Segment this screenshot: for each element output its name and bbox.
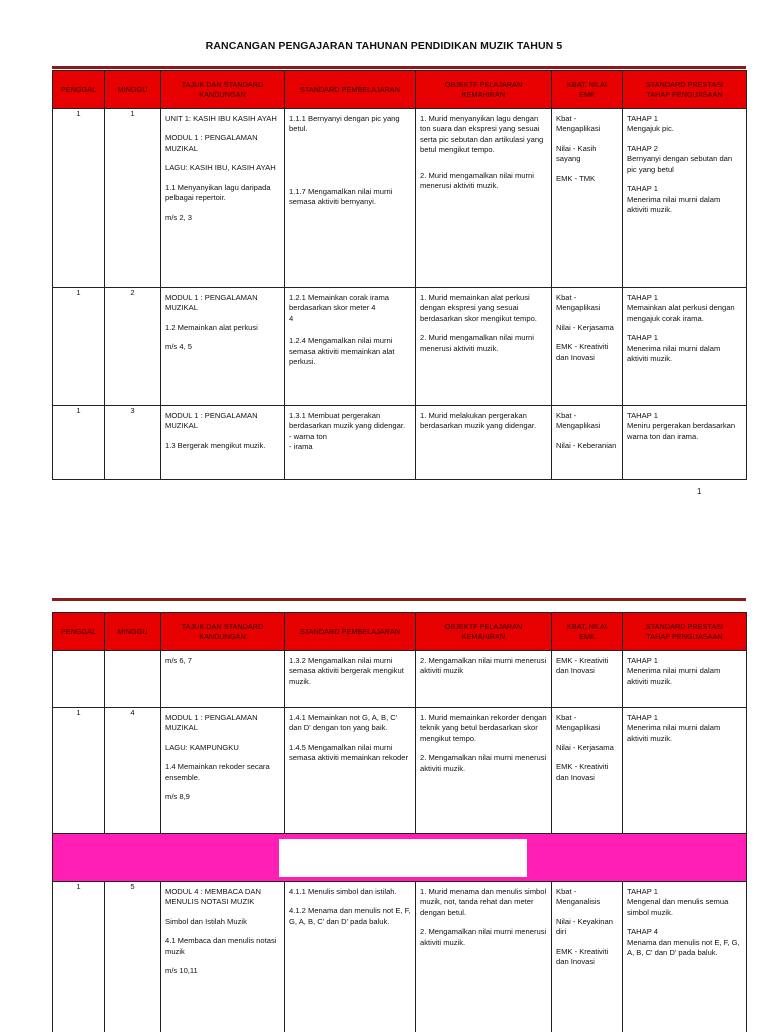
objektif-cell [416, 882, 552, 1032]
page-number: 1 [697, 487, 702, 496]
tajuk-cell [161, 882, 285, 1032]
cell-text: 4.1.2 Menama dan menulis not E, F, G, A, B, C' dan D' pada baluk. [289, 906, 411, 926]
cell-text: EMK - Kreativiti dan Inovasi [556, 762, 609, 782]
prestasi-cell [623, 406, 747, 480]
cell-text: Nilai - Kerjasama [556, 742, 614, 752]
column-header: MINGGU [105, 613, 161, 651]
tajuk-cell [161, 406, 285, 480]
cell-text: 2. Mengamalkan nilai murni menerusi aktiviti muzik [420, 656, 547, 676]
cell-text: TAHAP 1 Menerima nilai murni dalam aktiviti muzik. [627, 333, 721, 364]
minggu-cell: 2 [105, 288, 161, 406]
cell-text: EMK - TMK [556, 173, 596, 183]
cell-text: 2. Murid mengamalkan nilai murni menerusi aktiviti muzik. [420, 170, 534, 191]
objektif-cell [416, 109, 552, 288]
cell-text: 4.1.1 Menulis simbol dan istilah. [289, 887, 397, 896]
cell-text: TAHAP 1 Menerima nilai murni dalam aktiviti muzik. [627, 184, 721, 215]
cell-text: TAHAP 1 Mengenal dan menulis semua simbol muzik. [627, 887, 729, 917]
column-header: TAJUK DAN STANDARD KANDUNGAN [161, 71, 285, 109]
objektif-cell [416, 651, 552, 708]
column-header: STANDARD PEMBELAJARAN [285, 71, 416, 109]
objektif-cell [416, 288, 552, 406]
cell-text: 1. Murid menama dan menulis simbol muzik, not, tanda rehat dan meter dengan betul. [420, 887, 547, 917]
cell-text: LAGU: KAMPUNGKU [165, 742, 239, 752]
cell-text: Kbat - Menganalisis [556, 887, 601, 907]
penggal-cell: 1 [53, 288, 105, 406]
standard-cell [285, 109, 416, 288]
cell-text: 2. Mengamalkan nilai murni menerusi aktiviti muzik. [420, 753, 547, 773]
header-rule [52, 598, 746, 601]
tajuk-cell [161, 708, 285, 834]
cell-text: MODUL 4 : MEMBACA DAN MENULIS NOTASI MUZIK [165, 887, 261, 907]
cell-text: Kbat - Mengaplikasi [556, 411, 601, 431]
table-row [53, 882, 747, 1032]
prestasi-cell [623, 288, 747, 406]
cell-text: 1.2 Memainkan alat perkusi [165, 322, 258, 332]
holiday-band [53, 834, 747, 882]
cell-text: Nilai - Keyakinan diri [556, 916, 613, 937]
kbat-cell [552, 708, 623, 834]
holiday-band-cell [53, 834, 747, 882]
penggal-cell: 1 [53, 882, 105, 1032]
column-header: PENGGAL [53, 613, 105, 651]
minggu-cell: 5 [105, 882, 161, 1032]
cell-text: Nilai - Kerjasama [556, 322, 614, 332]
cell-text: Kbat - Mengaplikasi [556, 114, 601, 134]
standard-cell [285, 882, 416, 1032]
table-row [53, 109, 747, 288]
cell-text: m/s 8,9 [165, 792, 190, 802]
cell-text: LAGU: KASIH IBU, KASIH AYAH [165, 163, 276, 173]
cell-text: 1.4 Memainkan rekoder secara ensemble. [165, 762, 270, 782]
standard-cell [285, 406, 416, 480]
cell-text: TAHAP 1 Mengajuk pic. [627, 114, 674, 134]
cell-text: MODUL 1 : PENGALAMAN MUZIKAL [165, 713, 258, 733]
minggu-cell [105, 651, 161, 708]
standard-cell [285, 708, 416, 834]
header-rule [52, 66, 746, 69]
cell-text: Kbat - Mengaplikasi [556, 293, 601, 313]
penggal-cell: 1 [53, 406, 105, 480]
column-header: STANDARD PEMBELAJARAN [285, 613, 416, 651]
penggal-cell: 1 [53, 109, 105, 288]
cell-text: EMK - Kreativiti dan Inovasi [556, 946, 609, 967]
column-header: KBAT, NILAI EMK [552, 613, 623, 651]
lesson-plan-table [52, 70, 747, 480]
cell-text: 1.2.1 Memainkan corak irama berdasarkan skor meter 4 4 [289, 293, 390, 323]
column-header: MINGGU [105, 71, 161, 109]
cell-text: 2. Mengamalkan nilai murni menerusi aktiviti muzik. [420, 927, 547, 947]
cell-text: 1.1.7 Mengamalkan nilai murni semasa aktiviti bernyanyi. [289, 186, 393, 207]
column-header: PENGGAL [53, 71, 105, 109]
penggal-cell [53, 651, 105, 708]
cell-text: 1.4.1 Memainkan not G, A, B, C' dan D' dengan ton yang baik. [289, 713, 398, 733]
tajuk-cell [161, 651, 285, 708]
table-row [53, 406, 747, 480]
cell-text: m/s 2, 3 [165, 212, 193, 222]
table-row [53, 651, 747, 708]
column-header: STANDARD PRESTASI TAHAP PENGUASAAN [623, 613, 747, 651]
cell-text: MODUL 1 : PENGALAMAN MUZIKAL [165, 293, 258, 313]
cell-text: 1. Murid melakukan pergerakan berdasarkan muzik yang didengar. [420, 411, 537, 431]
cell-text: Nilai - Kasih sayang [556, 143, 597, 164]
column-header: KBAT, NILAI EMK [552, 71, 623, 109]
column-header: TAJUK DAN STANDARD KANDUNGAN [161, 613, 285, 651]
cell-text: m/s 10,11 [165, 966, 198, 976]
cell-text: 1.1.1 Bernyanyi dengan pic yang betul. [289, 114, 400, 134]
kbat-cell [552, 651, 623, 708]
kbat-cell [552, 288, 623, 406]
column-header: OBJEKTF PELAJARAN KEMAHIRAN [416, 613, 552, 651]
objektif-cell [416, 406, 552, 480]
document-title: RANCANGAN PENGAJARAN TAHUNAN PENDIDIKAN MUZIK TAHUN 5 [205, 40, 563, 52]
cell-text: Nilai - Keberanian [556, 440, 617, 450]
minggu-cell: 3 [105, 406, 161, 480]
cell-text: 2. Murid mengamalkan nilai murni menerusi aktiviti muzik. [420, 333, 534, 353]
cell-text: 1.3.2 Mengamalkan nilai murni semasa aktiviti bergerak mengikut muzik. [289, 656, 404, 686]
column-header: OBJEKTF PELAJARAN KEMAHIRAN [416, 71, 552, 109]
cell-text: 1.3.1 Membuat pergerakan berdasarkan muzik yang didengar. - warna ton - irama [289, 411, 406, 452]
kbat-cell [552, 882, 623, 1032]
lesson-plan-table [52, 612, 747, 1032]
column-header: STANDARD PRESTASI TAHAP PENGUASAAN [623, 71, 747, 109]
table-header-row [53, 71, 747, 109]
prestasi-cell [623, 708, 747, 834]
cell-text: TAHAP 1 Menerima nilai murni dalam aktiviti muzik. [627, 656, 721, 686]
cell-text: 1.1 Menyanyikan lagu daripada pelbagai repertoir. [165, 182, 271, 203]
cell-text: m/s 4, 5 [165, 342, 193, 352]
table-header-row [53, 613, 747, 651]
tajuk-cell [161, 288, 285, 406]
prestasi-cell [623, 882, 747, 1032]
standard-cell [285, 651, 416, 708]
tajuk-cell [161, 109, 285, 288]
cell-text: 1.4.5 Mengamalkan nilai murni semasa aktiviti memainkan rekoder [289, 742, 409, 763]
prestasi-cell [623, 651, 747, 708]
prestasi-cell [623, 109, 747, 288]
cell-text: Kbat - Mengaplikasi [556, 713, 601, 733]
cell-text: UNIT 1: KASIH IBU KASIH AYAH [165, 114, 277, 123]
standard-cell [285, 288, 416, 406]
cell-text: EMK - Kreativiti dan Inovasi [556, 342, 609, 362]
cell-text: TAHAP 1 Memainkan alat perkusi dengan mengajuk corak irama. [627, 293, 735, 323]
cell-text: m/s 6, 7 [165, 656, 193, 665]
cell-text: 4.1 Membaca dan menulis notasi muzik [165, 936, 277, 956]
objektif-cell [416, 708, 552, 834]
cell-text: 1. Murid menyanyikan lagu dengan ton suara dan ekspresi yang sesuai serta pic sebutan dan artikulasi yang betul mengikut tempo. [420, 114, 544, 155]
cell-text: MODUL 1 : PENGALAMAN MUZIKAL [165, 133, 258, 153]
cell-text: TAHAP 1 Meniru pergerakan berdasarkan warna ton dan irama. [627, 411, 736, 441]
cell-text: EMK - Kreativiti dan Inovasi [556, 656, 609, 676]
cell-text: 1.2.4 Mengamalkan nilai murni semasa aktiviti memainkan alat perkusi. [289, 336, 395, 367]
minggu-cell: 1 [105, 109, 161, 288]
minggu-cell: 4 [105, 708, 161, 834]
cell-text: TAHAP 1 Menerima nilai murni dalam aktiviti muzik. [627, 713, 721, 743]
cell-text: 1. Murid memainkan rekorder dengan teknik yang betul berdasarkan skor mengikut tempo. [420, 713, 547, 743]
table-row [53, 288, 747, 406]
cell-text: Simbol dan Istilah Muzik [165, 916, 247, 926]
cell-text: 1.3 Bergerak mengikut muzik. [165, 440, 266, 450]
table-row [53, 708, 747, 834]
kbat-cell [552, 406, 623, 480]
cell-text: 1. Murid memainkan alat perkusi dengan ekspresi yang sesuai berdasarkan skor mengikut tempo. [420, 293, 537, 323]
cell-text: MODUL 1 : PENGALAMAN MUZIKAL [165, 411, 258, 431]
penggal-cell: 1 [53, 708, 105, 834]
kbat-cell [552, 109, 623, 288]
holiday-label-box [279, 839, 527, 877]
cell-text: TAHAP 4 Menama dan menulis not E, F, G, A, B, C' dan D' pada baluk. [627, 927, 740, 958]
cell-text: TAHAP 2 Bernyanyi dengan sebutan dan pic yang betul [627, 143, 733, 174]
